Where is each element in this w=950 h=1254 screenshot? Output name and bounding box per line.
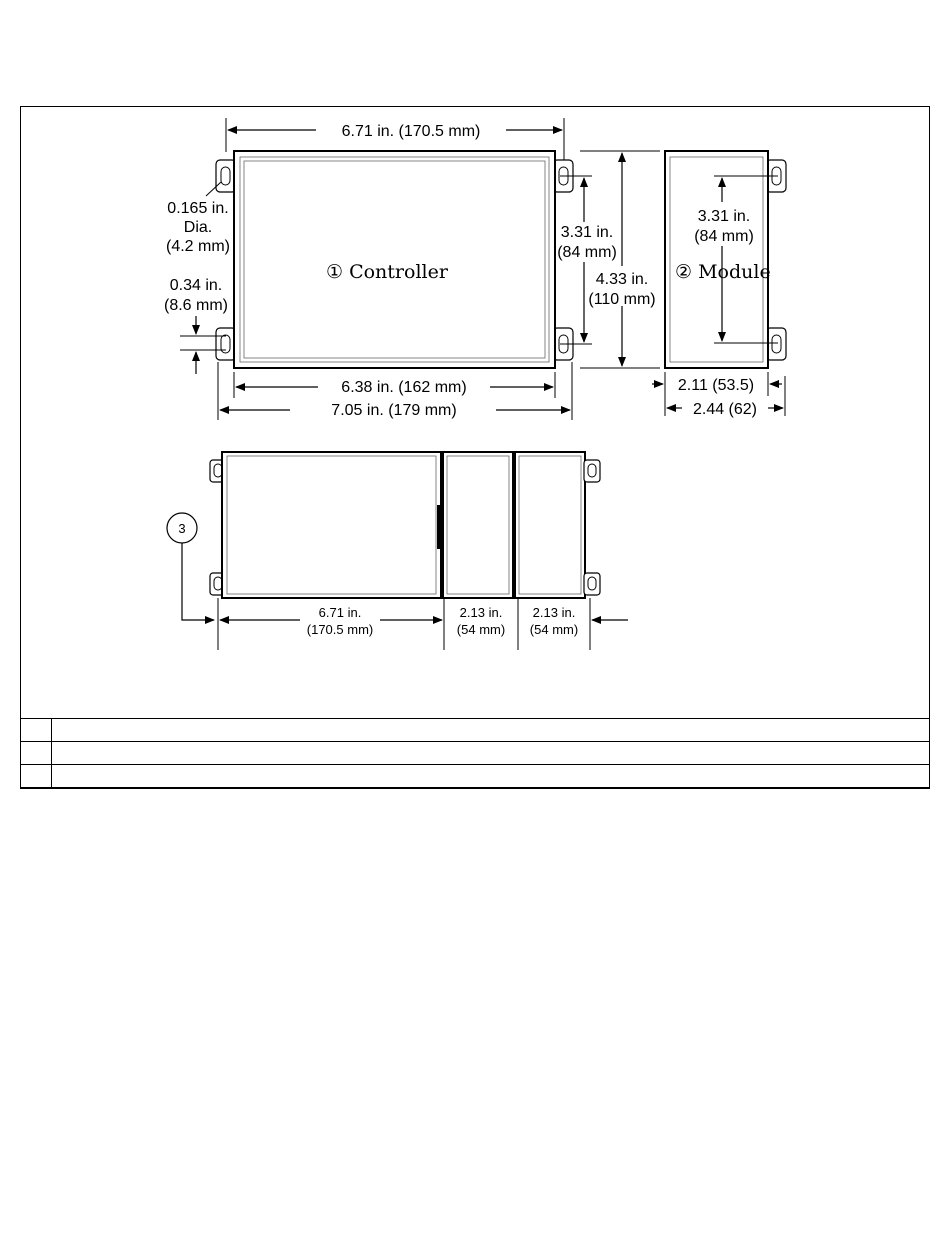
dim-controller-overall-width: 7.05 in. (179 mm) [331,402,457,419]
dim-module-hole-spacing-1: 3.31 in. [697,208,751,225]
dim-hole-dia-2: Dia. [183,219,213,236]
assembly-controller-body [222,452,441,598]
legend-text [52,742,930,765]
legend-row [21,719,930,742]
legend-row [21,742,930,765]
dim-module-body-width: 2.11 (53.5) [677,377,755,394]
legend-number [21,719,52,742]
dim-assembly-module1-1: 2.13 in. [459,605,503,620]
dim-tab-offset-2: (8.6 mm) [164,297,228,314]
dim-assembly-controller-1: 6.71 in. [318,605,362,620]
assembly-tab [584,573,600,595]
dim-module-hole-spacing-2: (84 mm) [694,228,754,245]
dim-height-1: 4.33 in. [595,271,649,288]
callout-3-number: 3 [178,521,186,536]
module-drawing [665,151,786,368]
dim-hole-dia-3: (4.2 mm) [166,238,230,255]
connector-bar [437,505,441,549]
assembly-tab [584,460,600,482]
dim-hole-spacing-1: 3.31 in. [560,224,614,241]
dim-tab-offset-1: 0.34 in. [169,277,223,294]
dim-assembly-module2-1: 2.13 in. [532,605,576,620]
legend-number [21,742,52,765]
legend-row [21,765,930,788]
legend-table [20,718,930,788]
dim-hole-dia-1: 0.165 in. [167,200,229,217]
dim-hole-spacing-2: (84 mm) [557,244,617,261]
dim-assembly-module1-2: (54 mm) [456,622,506,637]
dim-assembly-module2-2: (54 mm) [529,622,579,637]
legend-number [21,765,52,788]
module-label: ② Module [675,261,771,283]
controller-drawing [216,151,573,368]
assembly-drawing [210,452,600,598]
controller-label: ① Controller [326,261,448,283]
assembly-module-2-body [515,452,585,598]
controller-body [234,151,555,368]
legend-text [52,765,930,788]
dim-assembly-controller-2: (170.5 mm) [306,622,374,637]
dim-controller-width-tabs: 6.71 in. (170.5 mm) [341,123,481,140]
dim-controller-body-width: 6.38 in. (162 mm) [341,379,467,396]
legend-text [52,719,930,742]
dim-module-overall-width: 2.44 (62) [692,401,758,418]
dim-height-2: (110 mm) [588,291,656,308]
module-body [665,151,768,368]
assembly-module-1-body [443,452,513,598]
